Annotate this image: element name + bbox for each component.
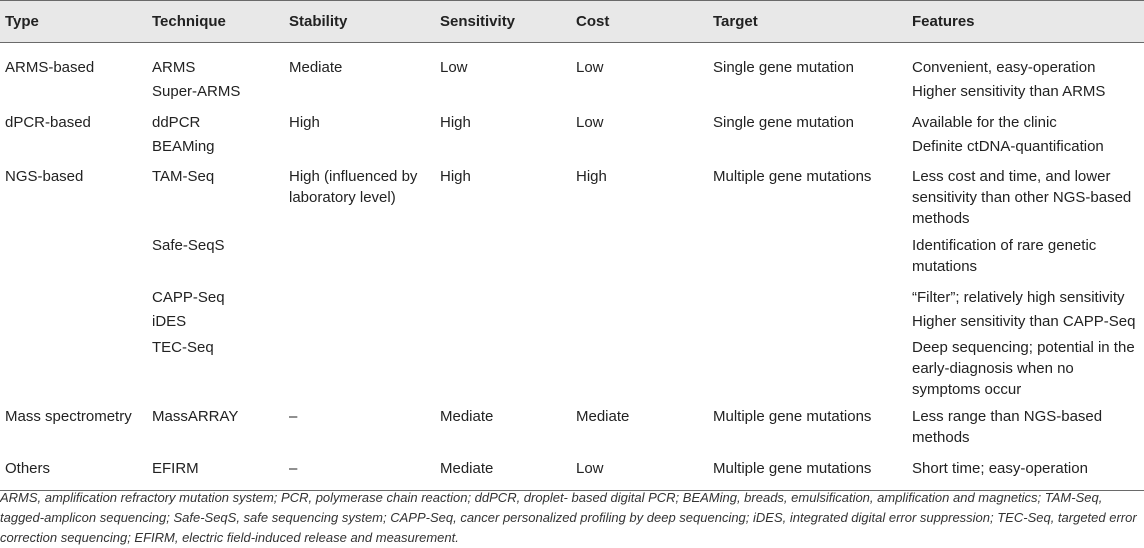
cell-type: dPCR-based <box>5 114 91 131</box>
cell-type: NGS-based <box>5 168 84 185</box>
header-type: Type <box>0 1 148 43</box>
cell-target <box>708 229 907 281</box>
cell-sensitivity <box>435 229 571 281</box>
cell-stability <box>284 337 435 400</box>
cell-target: Multiple gene mutations <box>713 408 872 425</box>
cell-technique: ARMS <box>152 59 196 76</box>
cell-features: Deep sequencing; potential in the early-diagnosis when no symptoms occur <box>912 339 1135 398</box>
cell-target: Multiple gene mutations <box>708 452 907 491</box>
table-row <box>0 136 1144 160</box>
cell-stability <box>284 311 435 337</box>
cell-technique: MassARRAY <box>152 408 239 425</box>
cell-features: Less cost and time, and lower sensitivity than other NGS-based methods <box>912 168 1132 227</box>
cell-technique: ddPCR <box>152 114 201 131</box>
cell-sensitivity: High <box>440 114 471 131</box>
cell-features: Less range than NGS-based methods <box>912 408 1103 446</box>
table-row <box>0 160 1144 229</box>
cell-technique: Safe-SeqS <box>152 237 225 254</box>
cell-stability: – <box>284 452 435 491</box>
cell-cost: High <box>576 168 607 185</box>
cell-target <box>708 337 907 400</box>
table-row <box>0 311 1144 337</box>
cell-features: Available for the clinic <box>912 114 1057 131</box>
table-row <box>0 229 1144 281</box>
cell-sensitivity: Mediate <box>435 452 571 491</box>
cell-stability: – <box>289 408 298 425</box>
header-features: Features <box>907 1 1144 43</box>
table-row <box>0 106 1144 136</box>
cell-features: “Filter”; relatively high sensitivity <box>912 289 1125 306</box>
cell-technique: EFIRM <box>148 452 284 491</box>
cell-type <box>0 281 148 311</box>
table-row <box>0 81 1144 106</box>
table-row <box>0 337 1144 400</box>
table-row <box>0 400 1144 452</box>
cell-features: Short time; easy-operation <box>907 452 1144 491</box>
cell-cost: Low <box>576 59 604 76</box>
cell-features: Higher sensitivity than ARMS <box>912 83 1106 100</box>
cell-stability: High (influenced by laboratory level) <box>289 168 418 206</box>
cell-type <box>0 136 148 160</box>
cell-target: Multiple gene mutations <box>713 168 872 185</box>
cell-features: Definite ctDNA-quantification <box>912 138 1104 155</box>
table-footnote: ARMS, amplification refractory mutation system; PCR, polymerase chain reaction; ddPCR, droplet- based digital PCR; BEAMing, breads, emulsification, amplification and magnetics; TAM-Seq, tagged-amplicon sequencing; Safe-SeqS, safe sequencing system; CAPP-Seq, cancer personalized profiling by deep sequencing; iDES, integrated digital error suppression; TEC-Seq, targeted error correction sequencing; EFIRM, electric field-induced release and measurement. <box>0 490 1137 545</box>
cell-cost: Low <box>576 114 604 131</box>
header-cost: Cost <box>571 1 708 43</box>
cell-cost <box>571 281 708 311</box>
table-row <box>0 452 1144 491</box>
cell-cost <box>571 229 708 281</box>
cell-cost: Low <box>571 452 708 491</box>
cell-stability: Mediate <box>289 59 343 76</box>
cell-technique: BEAMing <box>152 138 215 155</box>
cell-sensitivity: Low <box>440 59 468 76</box>
cell-cost <box>571 81 708 106</box>
header-row <box>0 1 1144 43</box>
cell-technique: TEC-Seq <box>152 339 214 356</box>
cell-target: Single gene mutation <box>713 114 854 131</box>
cell-features: Convenient, easy-operation <box>912 59 1096 76</box>
cell-sensitivity: Mediate <box>440 408 494 425</box>
cell-stability <box>284 229 435 281</box>
cell-type <box>0 81 148 106</box>
cell-technique: CAPP-Seq <box>152 289 225 306</box>
cell-features: Higher sensitivity than CAPP-Seq <box>912 313 1136 330</box>
cell-type <box>0 229 148 281</box>
cell-sensitivity <box>435 311 571 337</box>
table-row <box>0 43 1144 82</box>
cell-type <box>0 337 148 400</box>
cell-cost <box>571 337 708 400</box>
cell-technique: Super-ARMS <box>152 83 241 100</box>
cell-sensitivity: High <box>440 168 471 185</box>
cell-target <box>708 311 907 337</box>
cell-type: Others <box>0 452 148 491</box>
header-stability: Stability <box>284 1 435 43</box>
table-row <box>0 281 1144 311</box>
header-target: Target <box>708 1 907 43</box>
cell-cost <box>571 136 708 160</box>
cell-stability <box>284 81 435 106</box>
cell-stability: High <box>289 114 320 131</box>
cell-stability <box>284 136 435 160</box>
cell-sensitivity <box>435 281 571 311</box>
cell-cost <box>571 311 708 337</box>
cell-sensitivity <box>435 337 571 400</box>
cell-type: Mass spectrometry <box>5 408 132 425</box>
cell-target <box>708 281 907 311</box>
cell-type <box>0 311 148 337</box>
cell-sensitivity <box>435 81 571 106</box>
cell-target <box>708 81 907 106</box>
cell-cost: Mediate <box>576 408 630 425</box>
header-sensitivity: Sensitivity <box>435 1 571 43</box>
cell-technique: iDES <box>152 313 187 330</box>
cell-technique: TAM-Seq <box>152 168 215 185</box>
cell-sensitivity <box>435 136 571 160</box>
cell-type: ARMS-based <box>5 59 95 76</box>
cell-target <box>708 136 907 160</box>
cell-stability <box>284 281 435 311</box>
header-technique: Technique <box>148 1 284 43</box>
cell-target: Single gene mutation <box>713 59 854 76</box>
cell-features: Identification of rare genetic mutations <box>912 237 1097 275</box>
